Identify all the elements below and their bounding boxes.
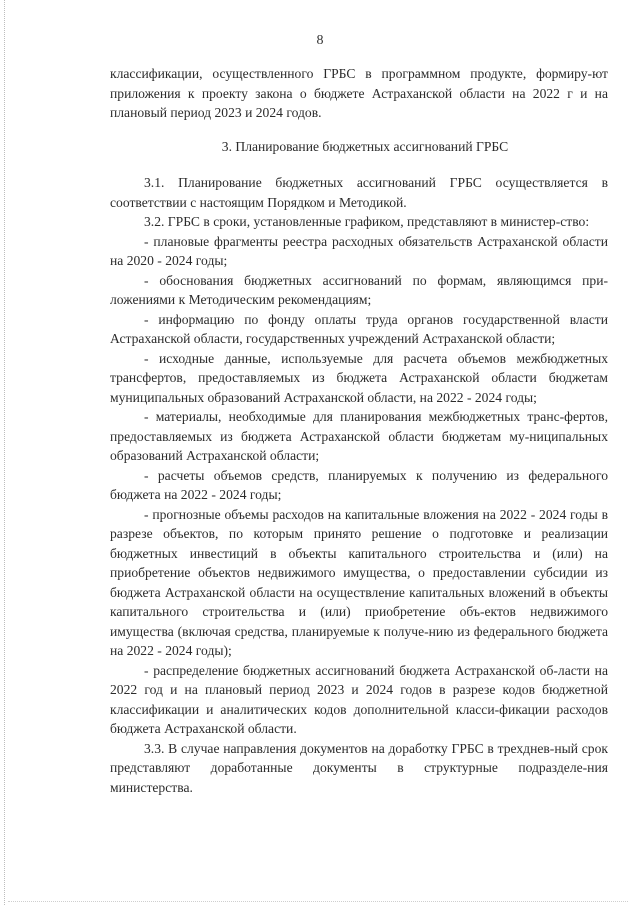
- list-item: - материалы, необходимые для планирования межбюджетных транс-фертов, предоставляемых из бюджета Астраханской области бюджетам му-ниципальных образований Астраханской области;: [110, 409, 608, 463]
- paragraph-continuation: классификации, осуществленного ГРБС в программном продукте, формиру-ют приложения к проекту закона о бюджете Астраханской области на 2022 г и на плановый период 2023 и 2024 годов.: [110, 66, 608, 120]
- list-item: - обоснования бюджетных ассигнований по формам, являющимся при-ложениями к Методическим рекомендациям;: [110, 272, 608, 307]
- list-item: - расчеты объемов средств, планируемых к получению из федерального бюджета на 2022 - 2024 годы;: [110, 467, 608, 502]
- list-item: - исходные данные, используемые для расчета объемов межбюджетных трансфертов, предоставляемых из бюджета Астраханской области бюджетам муниципальных образований Астраханской области, на 2022 - 2024 годы;: [110, 350, 608, 405]
- paragraph-3-3: 3.3. В случае направления документов на доработку ГРБС в трехднев-ный срок представляют доработанные документы в структурные подразделе-ния министерства.: [110, 740, 608, 795]
- page-number: 8: [316, 33, 324, 48]
- paragraph-3-1: 3.1. Планирование бюджетных ассигнований ГРБС осуществляется в соответствии с настоящим Порядком и Методикой.: [110, 175, 608, 210]
- list-item: - информацию по фонду оплаты труда органов государственной власти Астраханской области, государственных учреждений Астраханской области;: [110, 311, 608, 346]
- paragraph-3-2: 3.2. ГРБС в сроки, установленные графиком, представляют в министер-ство:: [144, 214, 590, 229]
- scan-edge-left: [4, 0, 5, 905]
- list-item: - прогнозные объемы расходов на капитальные вложения на 2022 - 2024 годы в разрезе объектов, по которым принято решение о подготовке и реализации бюджетных инвестиций в объекты капитального строительства и (или) на приобретение объектов недвижимого имущества, о предоставлении субсидии из бюджета Астраханской области на осуществление капитальных вложений в объекты капитального строительства и (или) приобретение объ-ектов недвижимого имущества (включая средства, планируемые к получе-нию из федерального бюджета на 2022 - 2024 годы);: [110, 506, 608, 658]
- scan-edge-bottom: [8, 901, 628, 902]
- list-item: - распределение бюджетных ассигнований бюджета Астраханской об-ласти на 2022 год и на плановый период 2023 и 2024 годов в разрезе кодов бюджетной классификации и аналитических кодов дополнительной класси-фикации расходов бюджета Астраханской области.: [110, 662, 608, 736]
- list-item: - плановые фрагменты реестра расходных обязательств Астраханской области на 2020 - 2024 годы;: [110, 233, 608, 268]
- section-heading: 3. Планирование бюджетных ассигнований ГРБС: [221, 138, 509, 154]
- document-body: [110, 64, 608, 797]
